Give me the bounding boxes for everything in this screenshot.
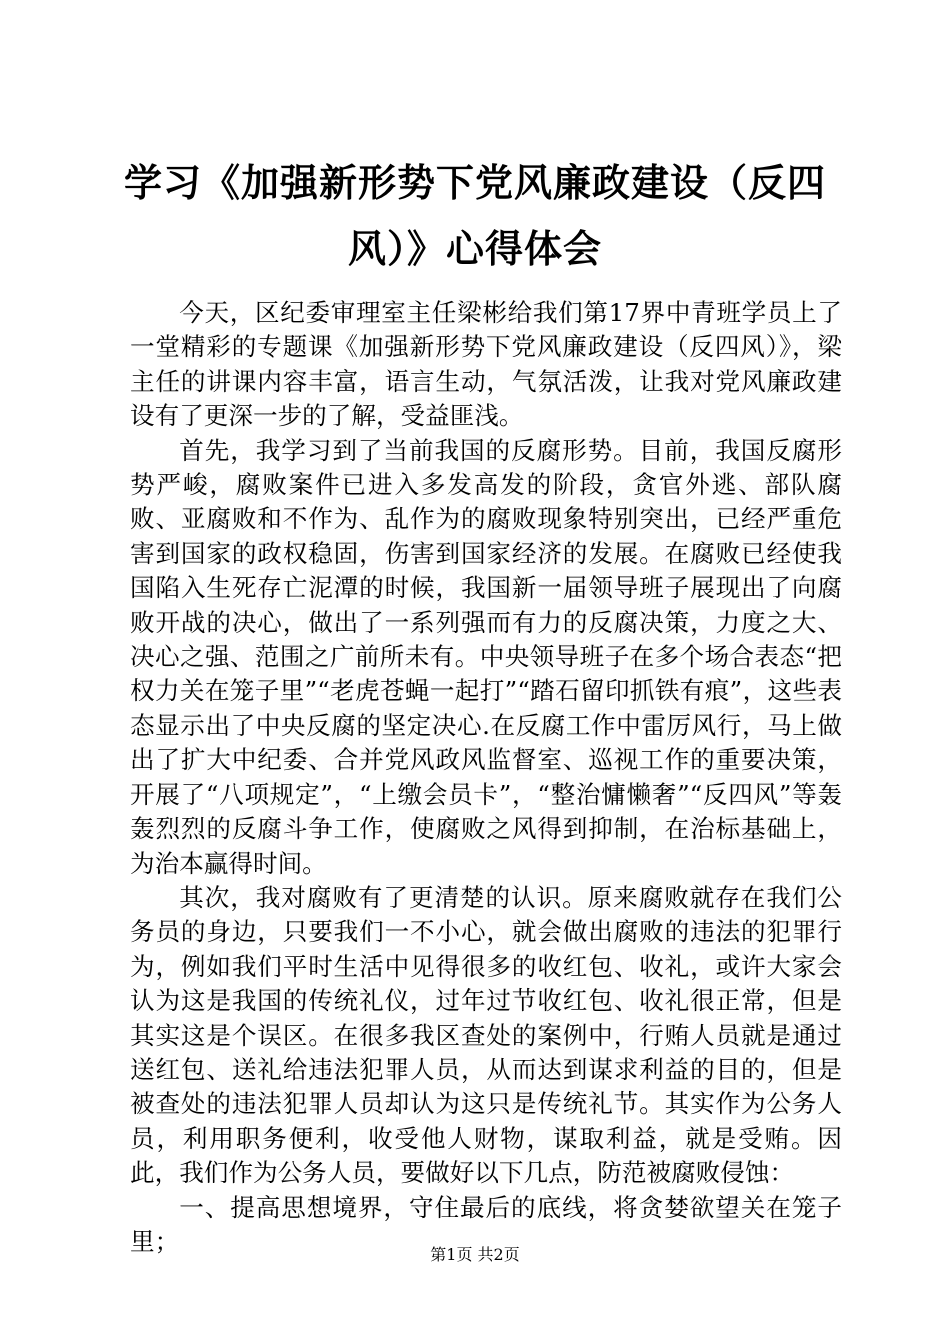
- paragraph-3: 其次，我对腐败有了更清楚的认识。原来腐败就存在我们公务员的身边，只要我们一不小心，就会做出腐败的违法的犯罪行为，例如我们平时生活中见得很多的收红包、收礼，或许大家会认为这是我国的传统礼仪，过年过节收红包、收礼很正常，但是其实这是个误区。在很多我区查处的案例中，行贿人员就是通过送红包、送礼给违法犯罪人员，从而达到谋求利益的目的，但是被查处的违法犯罪人员却认为这只是传统礼节。其实作为公务人员，利用职务便利，收受他人财物，谋取利益，就是受贿。因此，我们作为公务人员，要做好以下几点，防范被腐败侵蚀：: [130, 882, 842, 1188]
- paragraph-2: 首先，我学习到了当前我国的反腐形势。目前，我国反腐形势严峻，腐败案件已进入多发高发的阶段，贪官外逃、部队腐败、亚腐败和不作为、乱作为的腐败现象特别突出，已经严重危害到国家的政权稳固，伤害到国家经济的发展。在腐败已经使我国陷入生死存亡泥潭的时候，我国新一届领导班子展现出了向腐败开战的决心，做出了一系列强而有力的反腐决策，力度之大、决心之强、范围之广前所未有。中央领导班子在多个场合表态“把权力关在笼子里”“老虎苍蝇一起打”“踏石留印抓铁有痕”，这些表态显示出了中央反腐的坚定决心.在反腐工作中雷厉风行，马上做出了扩大中纪委、合并党风政风监督室、巡视工作的重要决策，开展了“八项规定”，“上缴会员卡”，“整治慵懒奢”“反四风”等轰轰烈烈的反腐斗争工作，使腐败之风得到抑制，在治标基础上，为治本赢得时间。: [130, 435, 842, 878]
- document-body: [130, 296, 842, 1259]
- paragraph-1: 今天，区纪委审理室主任梁彬给我们第17界中青班学员上了一堂精彩的专题课《加强新形势下党风廉政建设（反四风）》，梁主任的讲课内容丰富，语言生动，气氛活泼，让我对党风廉政建设有了更深一步的了解，受益匪浅。: [130, 298, 842, 431]
- document-title: 学习《加强新形势下党风廉政建设（反四风）》心得体会: [123, 160, 826, 271]
- paragraph-4: 一、提高思想境界，守住最后的底线，将贪婪欲望关在笼子里；: [130, 1192, 842, 1256]
- page-footer: 第1页 共2页: [430, 1245, 520, 1264]
